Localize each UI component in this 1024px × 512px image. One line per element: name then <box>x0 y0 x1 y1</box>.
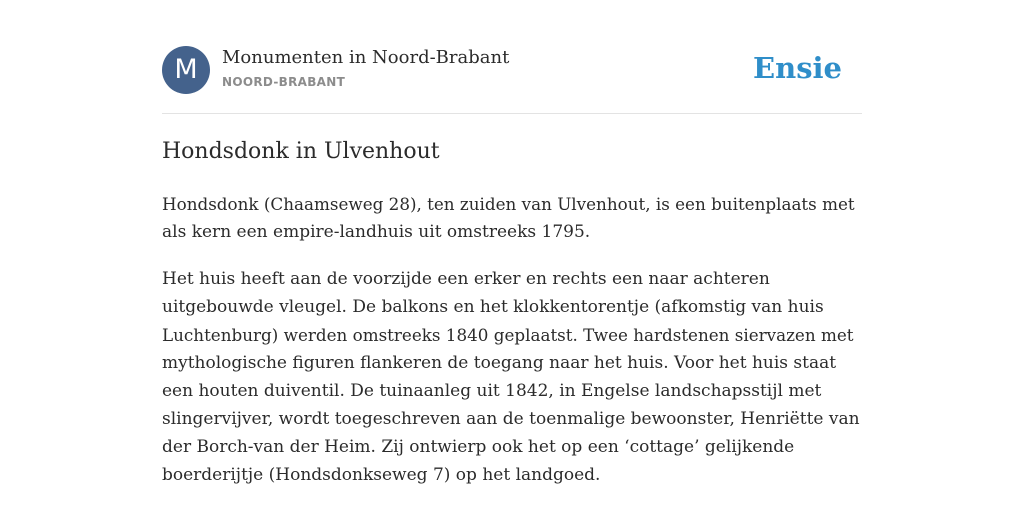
article-paragraph <box>162 265 862 489</box>
article-title: Hondsdonk in Ulvenhout <box>162 139 440 164</box>
paragraph-line: slingervijver, wordt toegeschreven aan de toenmalige bewoonster, Henriëtte van <box>162 409 860 429</box>
brand-logo[interactable]: Ensie <box>753 51 842 85</box>
paragraph-line: Het huis heeft aan de voorzijde een erker en rechts een naar achteren <box>162 269 770 289</box>
blog-header <box>162 46 862 96</box>
header-divider <box>162 113 862 114</box>
article-paragraph <box>162 190 862 246</box>
avatar[interactable]: M <box>162 46 210 94</box>
paragraph-line: een houten duiventil. De tuinaanleg uit 1842, in Engelse landschapsstijl met <box>162 381 822 401</box>
paragraph-line: Luchtenburg) werden omstreeks 1840 geplaatst. Twee hardstenen siervazen met <box>162 325 854 345</box>
paragraph-line: Hondsdonk (Chaamseweg 28), ten zuiden van Ulvenhout, is een buitenplaats met <box>162 194 855 214</box>
paragraph-line: boerderijtje (Hondsdonkseweg 7) op het landgoed. <box>162 465 601 485</box>
blog-title[interactable]: Monumenten in Noord-Brabant <box>222 47 510 68</box>
paragraph-line: mythologische figuren flankeren de toegang naar het huis. Voor het huis staat <box>162 353 837 373</box>
paragraph-line: als kern een empire-landhuis uit omstreeks 1795. <box>162 222 591 242</box>
paragraph-line: uitgebouwde vleugel. De balkons en het klokkentorentje (afkomstig van huis <box>162 297 824 317</box>
article-card <box>162 0 862 512</box>
blog-subtitle: NOORD-BRABANT <box>222 75 346 89</box>
paragraph-line: der Borch-van der Heim. Zij ontwierp ook het op een ‘cottage’ gelijkende <box>162 437 795 457</box>
